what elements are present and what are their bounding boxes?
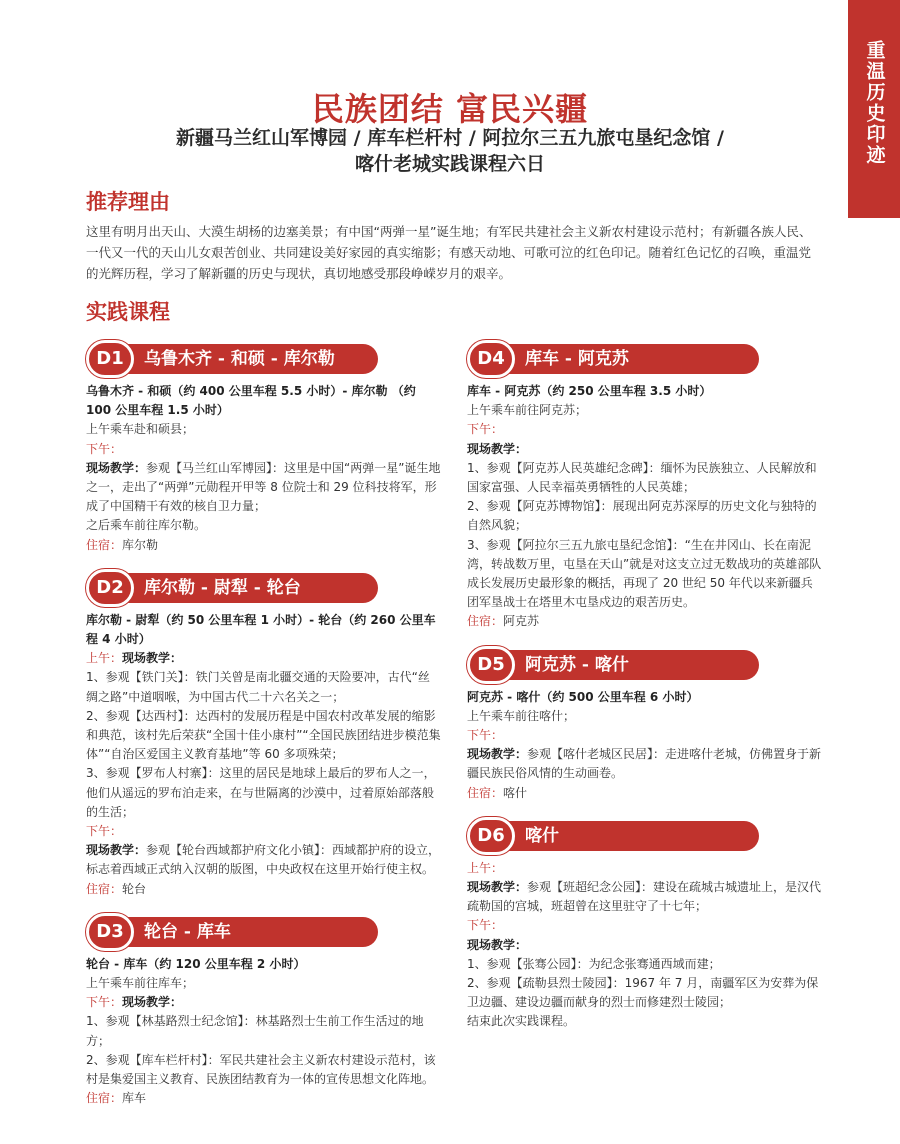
page-title: 民族团结 富民兴疆 bbox=[311, 90, 589, 128]
right-column bbox=[467, 340, 822, 1046]
day-2-badge: D2 bbox=[86, 569, 134, 607]
day-4-badge: D4 bbox=[467, 340, 515, 378]
day-1-teach-label: 现场教学： bbox=[86, 460, 147, 475]
day-3 bbox=[86, 913, 441, 1109]
day-6-badge: D6 bbox=[467, 817, 515, 855]
day-1-header bbox=[86, 340, 441, 378]
day-4-item-2: 2、参观【阿克苏博物馆】：展现出阿克苏深厚的历史文化与独特的自然风貌； bbox=[467, 499, 817, 533]
day-2-stay: 轮台 bbox=[122, 881, 147, 896]
day-5-morning: 上午乘车前往喀什； bbox=[467, 708, 576, 723]
day-5-stay: 喀什 bbox=[503, 785, 528, 800]
day-5-header bbox=[467, 646, 822, 684]
reason-text: 这里有明月出天山、大漠生胡杨的边塞美景；有中国“两弹一星”诞生地；有军民共建社会主义新农村建设示范村；有新疆各族人民、一代又一代的天山儿女艰苦创业、共同建设美好家园的真实缩影；有感天动地、可歌可泣的红色印记。随着红色记忆的召唤，重温党的光辉历程，学习了解新疆的历史与现状，真切地感受那段峥嵘岁月的艰辛。 bbox=[86, 224, 812, 281]
day-5-teach-text: 参观【喀什老城区民居】：走进喀什老城，仿佛置身于新疆民族民俗风情的生动画卷。 bbox=[467, 747, 822, 781]
day-1-afternoon-label: 下午： bbox=[86, 441, 123, 456]
day-1-stay: 库尔勒 bbox=[122, 537, 159, 552]
day-1-teach-text: 参观【马兰红山军博园】：这里是中国“两弹一星”诞生地之一，走出了“两弹”元勋程开甲等 8 位院士和 29 位科技将军，形成了中国精干有效的核自卫力量； bbox=[86, 460, 441, 514]
day-4 bbox=[467, 340, 822, 632]
subtitle-line-2: 喀什老城实践课程六日 bbox=[354, 153, 545, 175]
day-2-route: 库尔勒 - 尉犁（约 50 公里车程 1 小时）- 轮台（约 260 公里车程 4 小时） bbox=[86, 612, 436, 647]
day-6-header bbox=[467, 817, 822, 855]
day-1-badge: D1 bbox=[86, 340, 134, 378]
day-1-title: 乌鲁木齐 - 和硕 - 库尔勒 bbox=[100, 344, 378, 374]
day-2-header bbox=[86, 569, 441, 607]
day-2-teach2-text: 参观【轮台西域都护府文化小镇】：西域都护府的设立，标志着西域正式纳入汉朝的版图，中央政权在这里开始行使主权。 bbox=[86, 843, 441, 877]
day-2-afternoon-label: 下午： bbox=[86, 824, 123, 839]
day-1-stay-label: 住宿： bbox=[86, 537, 123, 552]
day-5-badge: D5 bbox=[467, 646, 515, 684]
reason-heading: 推荐理由 bbox=[86, 189, 170, 214]
day-5-teach-label: 现场教学： bbox=[467, 747, 528, 762]
day-3-stay-label: 住宿： bbox=[86, 1091, 123, 1106]
day-2-title: 库尔勒 - 尉犁 - 轮台 bbox=[100, 573, 378, 603]
day-3-route: 轮台 - 库车（约 120 公里车程 2 小时） bbox=[86, 956, 306, 971]
day-4-afternoon-label: 下午： bbox=[467, 422, 504, 437]
day-1 bbox=[86, 340, 441, 555]
day-4-item-3: 3、参观【阿拉尔三五九旅屯垦纪念馆】：“生在井冈山、长在南泥湾，转战数万里，屯垦在天山”就是对这支立过无数战功的英雄部队成长发展历史最形象的概括，再现了 20 世纪 50 年代以来新疆兵团军垦战士在塔里木屯垦戍边的艰苦历史。 bbox=[467, 537, 822, 610]
day-4-header bbox=[467, 340, 822, 378]
day-2-teach-label: 现场教学： bbox=[122, 651, 183, 666]
day-6-afternoon-label: 下午： bbox=[467, 918, 504, 933]
day-3-teach-label: 现场教学： bbox=[122, 995, 183, 1010]
day-3-item-2: 2、参观【库车栏杆村】：军民共建社会主义新农村建设示范村，该村是集爱国主义教育、民族团结教育为一体的宣传思想文化阵地。 bbox=[86, 1052, 436, 1087]
day-5-stay-label: 住宿： bbox=[467, 785, 504, 800]
day-1-after: 之后乘车前往库尔勒。 bbox=[86, 518, 207, 533]
day-6-item-2: 2、参观【疏勒县烈士陵园】：1967 年 7 月，南疆军区为安葬为保卫边疆、建设边疆而献身的烈士而修建烈士陵园； bbox=[467, 976, 819, 1010]
day-4-stay: 阿克苏 bbox=[503, 614, 540, 629]
course-heading: 实践课程 bbox=[86, 299, 170, 324]
day-2-item-1: 1、参观【铁门关】：铁门关曾是南北疆交通的天险要冲，古代“丝绸之路”中道咽喉，为中国古代二十六名关之一； bbox=[86, 670, 430, 704]
day-1-route: 乌鲁木齐 - 和硕（约 400 公里车程 5.5 小时）- 库尔勒 （约 100 公里车程 1.5 小时） bbox=[86, 384, 416, 418]
day-3-morning: 上午乘车前往库车； bbox=[86, 976, 195, 991]
day-6-item-1: 1、参观【张骞公园】：为纪念张骞通西域而建； bbox=[467, 956, 721, 971]
subtitle-line-1: 新疆马兰红山军博园 / 库车栏杆村 / 阿拉尔三五九旅屯垦纪念馆 / bbox=[176, 127, 724, 149]
day-6-teach-text: 参观【班超纪念公园】：建设在疏城古城遗址上，是汉代疏勒国的宫城，班超曾在这里驻守了十七年； bbox=[467, 880, 822, 914]
day-1-morning: 上午乘车赴和硕县； bbox=[86, 422, 195, 437]
day-4-item-1: 1、参观【阿克苏人民英雄纪念碑】：缅怀为民族独立、人民解放和国家富强、人民幸福英勇牺牲的人民英雄； bbox=[467, 460, 817, 495]
day-3-item-1: 1、参观【林基路烈士纪念馆】：林基路烈士生前工作生活过的地方； bbox=[86, 1014, 424, 1048]
side-tab-text: 重温历史印迹 bbox=[863, 40, 886, 166]
day-5-route: 阿克苏 - 喀什（约 500 公里车程 6 小时） bbox=[467, 689, 699, 704]
day-6-end: 结束此次实践课程。 bbox=[467, 1014, 576, 1029]
day-3-badge: D3 bbox=[86, 913, 134, 951]
day-6-morning-label: 上午： bbox=[467, 860, 504, 875]
day-2 bbox=[86, 569, 441, 899]
day-3-header bbox=[86, 913, 441, 951]
day-3-title: 轮台 - 库车 bbox=[100, 917, 378, 947]
day-4-title: 库车 - 阿克苏 bbox=[481, 344, 759, 374]
day-3-afternoon-label: 下午： bbox=[86, 995, 123, 1010]
day-4-stay-label: 住宿： bbox=[467, 614, 504, 629]
day-6-teach-label: 现场教学： bbox=[467, 880, 528, 895]
day-4-route: 库车 - 阿克苏（约 250 公里车程 3.5 小时） bbox=[467, 384, 712, 398]
day-2-morning-label: 上午： bbox=[86, 651, 123, 666]
left-column bbox=[86, 340, 441, 1123]
day-2-teach2-label: 现场教学： bbox=[86, 843, 147, 858]
day-4-morning: 上午乘车前往阿克苏； bbox=[467, 403, 588, 418]
day-6-title: 喀什 bbox=[481, 821, 759, 851]
day-4-teach-label: 现场教学： bbox=[467, 441, 528, 456]
day-5-title: 阿克苏 - 喀什 bbox=[481, 650, 759, 680]
day-5-afternoon-label: 下午： bbox=[467, 728, 504, 743]
day-5 bbox=[467, 646, 822, 803]
day-2-item-2: 2、参观【达西村】：达西村的发展历程是中国农村改革发展的缩影和典范，该村先后荣获“全国十佳小康村”“全国民族团结进步模范集体”“自治区爱国主义教育基地”等 60 多项殊荣； bbox=[86, 708, 441, 762]
day-6-teach2-label: 现场教学： bbox=[467, 937, 528, 952]
day-2-stay-label: 住宿： bbox=[86, 881, 123, 896]
day-3-stay: 库车 bbox=[122, 1091, 147, 1106]
day-2-item-3: 3、参观【罗布人村寨】：这里的居民是地球上最后的罗布人之一，他们从遥远的罗布泊走来，在与世隔离的沙漠中，过着原始部落般的生活； bbox=[86, 766, 436, 819]
day-6 bbox=[467, 817, 822, 1032]
